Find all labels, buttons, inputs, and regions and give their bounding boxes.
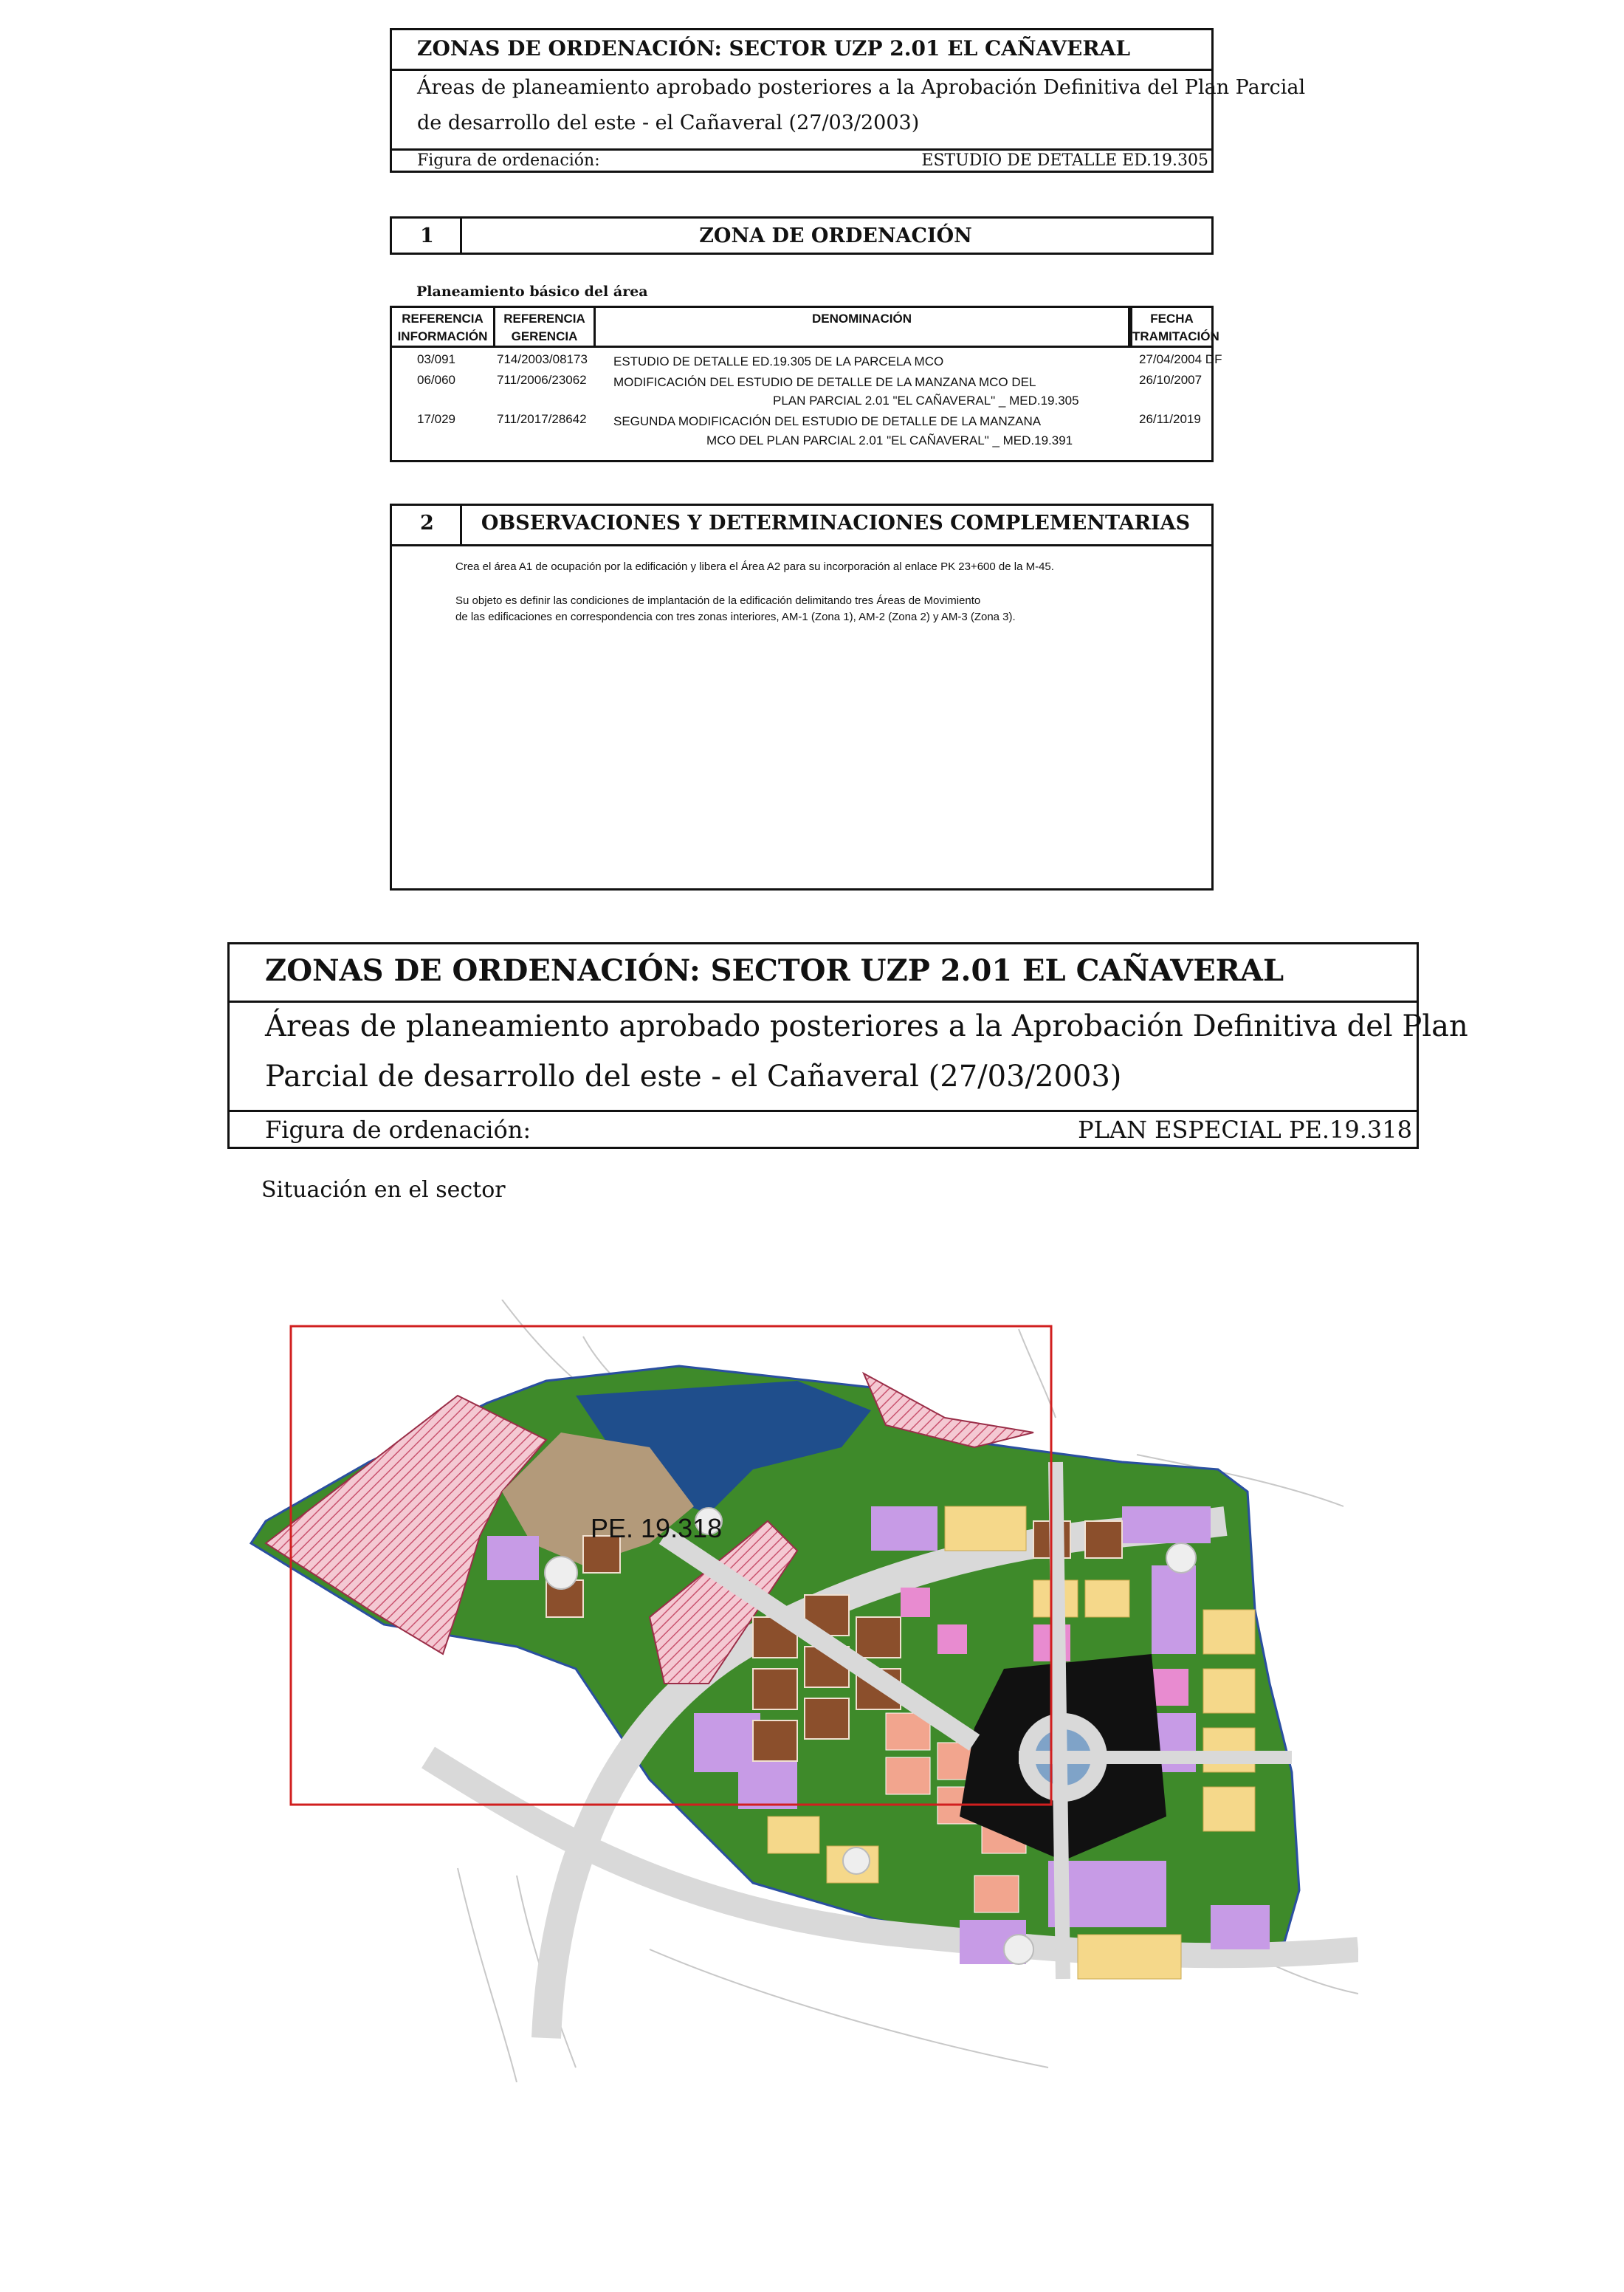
cell-denominacion: SEGUNDA MODIFICACIÓN DEL ESTUDIO DE DETALLE DE LA MANZANA [613,414,1042,428]
figure-value: PLAN ESPECIAL PE.19.318 [1078,1116,1412,1144]
cell-denominacion: MODIFICACIÓN DEL ESTUDIO DE DETALLE DE LA MANZANA MCO DEL [613,375,1036,389]
header-description-line-1: Áreas de planeamiento aprobado posteriores a la Aprobación Definitiva del Plan [265,1009,1468,1043]
section-title: OBSERVACIONES Y DETERMINACIONES COMPLEMENTARIAS [481,512,1191,535]
section-number-cell [392,506,462,544]
section-number-cell [392,219,462,253]
col-header-ref-ger-line-2: GERENCIA [511,329,578,343]
cell-ref-info: 03/091 [417,352,455,366]
header-box-1 [390,28,1306,173]
col-header-ref-info-line-1: REFERENCIA [402,312,484,326]
col-header-denominacion-text: DENOMINACIÓN [811,312,912,326]
figure-label: Figura de ordenación: [265,1116,531,1144]
planning-table [390,306,1222,462]
col-header-ref-info-line-2: INFORMACIÓN [397,329,488,343]
pe-highlight-label: PE. 19.318 [591,1513,723,1543]
col-header-denominacion [596,308,1130,348]
cell-ref-info: 06/060 [417,373,455,387]
section-1-header [390,216,1214,255]
cell-ref-ger: 714/2003/08173 [497,352,588,366]
observation-text-3: de las edificaciones en correspondencia con tres zonas interiores, AM-1 (Zona 1), AM-2 (Zona 2) y AM-3 (Zona 3). [455,611,1016,623]
sector-map-svg [236,1300,1358,2082]
header-description-row [392,69,1306,151]
header-box-2 [227,942,1468,1149]
cell-denominacion-cont: PLAN PARCIAL 2.01 "EL CAÑAVERAL" _ MED.19.305 [773,394,1079,408]
header-description-line-1: Áreas de planeamiento aprobado posteriores a la Aprobación Definitiva del Plan Parcial [417,76,1306,99]
col-header-ref-ger-line-1: REFERENCIA [503,312,585,326]
plan-basic-label: Planeamiento básico del área [416,284,648,300]
cell-fecha: 26/10/2007 [1139,373,1202,387]
section-2-header [392,506,1211,546]
col-header-fecha-line-1: FECHA [1150,312,1194,326]
header-title: ZONAS DE ORDENACIÓN: SECTOR UZP 2.01 EL CAÑAVERAL [265,953,1284,988]
figure-value: ESTUDIO DE DETALLE ED.19.305 [921,151,1208,170]
observation-text-2: Su objeto es definir las condiciones de implantación de la edificación delimitando tres Áreas de Movimiento [455,594,981,607]
section-title: ZONA DE ORDENACIÓN [699,224,972,247]
col-header-fecha-line-2: TRAMITACIÓN [1132,329,1219,343]
header-title-row [230,944,1417,1003]
cell-ref-ger: 711/2017/28642 [497,412,587,426]
header-figure-row [392,148,1211,173]
header-description-line-2: de desarrollo del este - el Cañaveral (27/03/2003) [417,111,920,134]
cell-denominacion-cont: MCO DEL PLAN PARCIAL 2.01 "EL CAÑAVERAL" _ MED.19.391 [706,433,1073,447]
header-description-row [230,1001,1468,1112]
header-description-line-2: Parcial de desarrollo del este - el Cañaveral (27/03/2003) [265,1060,1122,1094]
col-header-ref-info [392,308,495,348]
vertical-boulevard [1056,1462,1063,1979]
cell-ref-ger: 711/2006/23062 [497,373,587,387]
col-header-fecha [1130,308,1219,348]
header-title-row [392,30,1211,71]
header-title: ZONAS DE ORDENACIÓN: SECTOR UZP 2.01 EL CAÑAVERAL [417,36,1131,61]
section-2-box [390,504,1214,891]
cell-fecha: 27/04/2004 DF [1139,352,1222,366]
figure-label: Figura de ordenación: [417,151,600,170]
cell-fecha: 26/11/2019 [1139,412,1201,426]
cell-ref-info: 17/029 [417,412,455,426]
situation-label: Situación en el sector [261,1177,506,1203]
observation-text-1: Crea el área A1 de ocupación por la edificación y libera el Área A2 para su incorporación al enlace PK 23+600 de la M-45. [455,560,1054,573]
section-number: 1 [420,224,434,247]
col-header-ref-ger [495,308,596,348]
sector-map [236,1300,1358,2082]
header-figure-row [230,1110,1417,1149]
section-number: 2 [420,512,434,535]
cell-denominacion: ESTUDIO DE DETALLE ED.19.305 DE LA PARCELA MCO [613,354,944,368]
